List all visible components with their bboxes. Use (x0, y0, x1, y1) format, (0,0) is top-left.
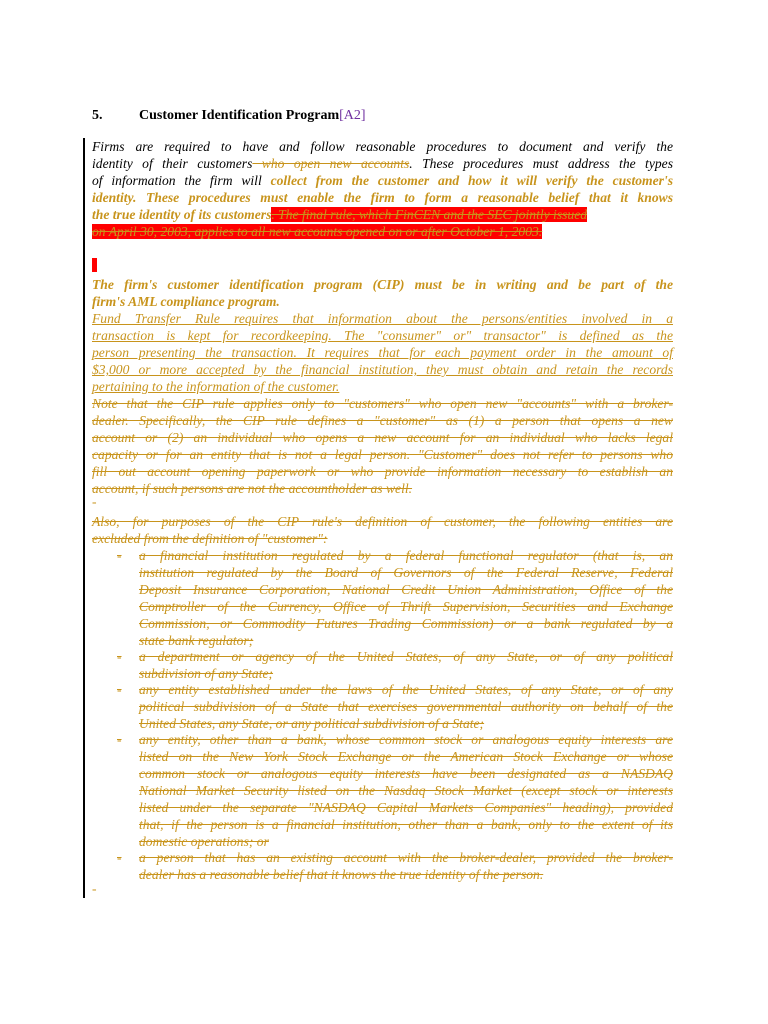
text-line: person presenting the transaction. It requires that for each payment order in the amount of (92, 345, 673, 360)
text-line: listed under the separate "NASDAQ Capital Markets Companies" heading), provided (139, 800, 673, 815)
text-line: subdivision of any State; (139, 666, 274, 681)
deleted-highlighted-text: on April 30, 2003, applies to all new accounts opened on or after October 1, 2003. (92, 224, 543, 239)
text-line: Deposit Insurance Corporation, National Credit Union Administration, Office of the (139, 582, 673, 597)
text-line: a person that has an existing account with the broker-dealer, provided the broker- (139, 850, 673, 865)
text-line: pertaining to the information of the customer. (92, 379, 340, 394)
text-line: state bank regulator; (139, 633, 254, 648)
bullet-dash: - (117, 850, 122, 865)
inserted-text: the true identity of its customers (92, 207, 272, 222)
change-marker (92, 258, 97, 272)
list-item (92, 547, 673, 649)
inserted-text: collect from the customer and how it will verify the customer's (270, 173, 673, 188)
text-line (92, 172, 673, 189)
deleted-highlighted-text: . The final rule, which FinCEN and the SEC jointly issued (271, 207, 588, 222)
text-line: Commission, or Commodity Futures Trading Commission) or a bank regulated by a (139, 616, 673, 631)
bullet-dash: - (117, 548, 122, 563)
text-line: listed on the New York Stock Exchange or the American Stock Exchange or whose (139, 749, 673, 764)
paragraph-cip-rule (92, 395, 673, 497)
list-item (92, 849, 673, 883)
list-item (92, 731, 673, 850)
dash-marker: - (92, 494, 97, 509)
paragraph-cip (92, 276, 673, 310)
text-line: National Market Security listed on the Nasdaq Stock Market (except stock or interests (139, 783, 673, 798)
text-line (92, 155, 673, 172)
text-line: dealer has a reasonable belief that it knows the true identity of the person. (139, 867, 544, 882)
text-line: political subdivision of a State that exercises governmental authority on behalf of the (139, 699, 673, 714)
text-line: capacity or for an entity that is not a legal person. "Customer" does not refer to persons who (92, 447, 673, 462)
text-line: Also, for purposes of the CIP rule's definition of customer, the following entities are (92, 514, 673, 529)
text-line: transaction is kept for recordkeeping. The "consumer" or" transactor" is defined as the (92, 328, 673, 343)
paragraph-exclusions (92, 513, 673, 547)
list-item (92, 681, 673, 732)
inserted-text: identity. These procedures must enable the firm to form a reasonable belief that it knows (92, 190, 673, 205)
text-line (92, 206, 673, 223)
text-line: dealer. Specifically, the CIP rule defines a "customer" as (1) a person that opens a new (92, 413, 673, 428)
section-title: Customer Identification Program (139, 108, 340, 123)
list-item-text (139, 648, 673, 682)
text-line: any entity, other than a bank, whose common stock or analogous equity interests are (139, 732, 673, 747)
text-line: United States, any State, or any political subdivision of a State; (139, 716, 485, 731)
list-item-text (139, 681, 673, 732)
text-run: identity of their customers (92, 156, 253, 171)
deleted-text: who open new accounts (252, 156, 410, 171)
text-run: . These procedures must address the types (409, 156, 673, 171)
bullet-dash: - (117, 732, 122, 747)
text-line (92, 223, 673, 240)
bullet-dash: - (117, 649, 122, 664)
text-line: domestic operations; or (139, 834, 269, 849)
text-line: a department or agency of the United States, of any State, or of any political (139, 649, 673, 664)
text-line: account or (2) an individual who opens a new account for an individual who lacks legal (92, 430, 673, 445)
text-line: fill out account opening paperwork or who provide information necessary to establish an (92, 464, 673, 479)
text-line: Firms are required to have and follow reasonable procedures to document and verify the (92, 139, 673, 154)
paragraph-fund-transfer (92, 310, 673, 395)
text-run: of information the firm will (92, 173, 271, 188)
text-line: Fund Transfer Rule requires that information about the persons/entities involved in a (92, 311, 673, 326)
text-line: The firm's customer identification program (CIP) must be in writing and be part of the (92, 277, 673, 292)
section-heading (92, 108, 366, 124)
text-line: firm's AML compliance program. (92, 294, 280, 309)
text-line: any entity established under the laws of the United States, of any State, or of any (139, 682, 673, 697)
list-item-text (139, 547, 673, 649)
section-number: 5. (92, 108, 103, 123)
text-line: Comptroller of the Currency, Office of Thrift Supervision, Securities and Exchange (139, 599, 673, 614)
comment-reference[interactable]: [A2] (339, 108, 366, 123)
paragraph-intro (92, 138, 673, 240)
text-line: that, if the person is a financial institution, other than a bank, only to the extent of its (139, 817, 673, 832)
list-item (92, 648, 673, 682)
list-item-text (139, 849, 673, 883)
list-item-text (139, 731, 673, 850)
text-line: $3,000 or more accepted by the financial institution, they must obtain and retain the records (92, 362, 673, 377)
bullet-dash: - (117, 682, 122, 697)
change-bar (83, 138, 85, 898)
text-line: Note that the CIP rule applies only to "customers" who open new "accounts" with a broker- (92, 396, 673, 411)
text-line: excluded from the definition of "customer": (92, 531, 328, 546)
dash-marker: - (92, 881, 97, 896)
text-line: common stock or analogous equity interests have been designated as a NASDAQ (139, 766, 673, 781)
text-line: account, if such persons are not the accountholder as well. (92, 481, 413, 496)
text-line: institution regulated by the Board of Governors of the Federal Reserve, Federal (139, 565, 673, 580)
text-line: a financial institution regulated by a federal functional regulator (that is, an (139, 548, 673, 563)
